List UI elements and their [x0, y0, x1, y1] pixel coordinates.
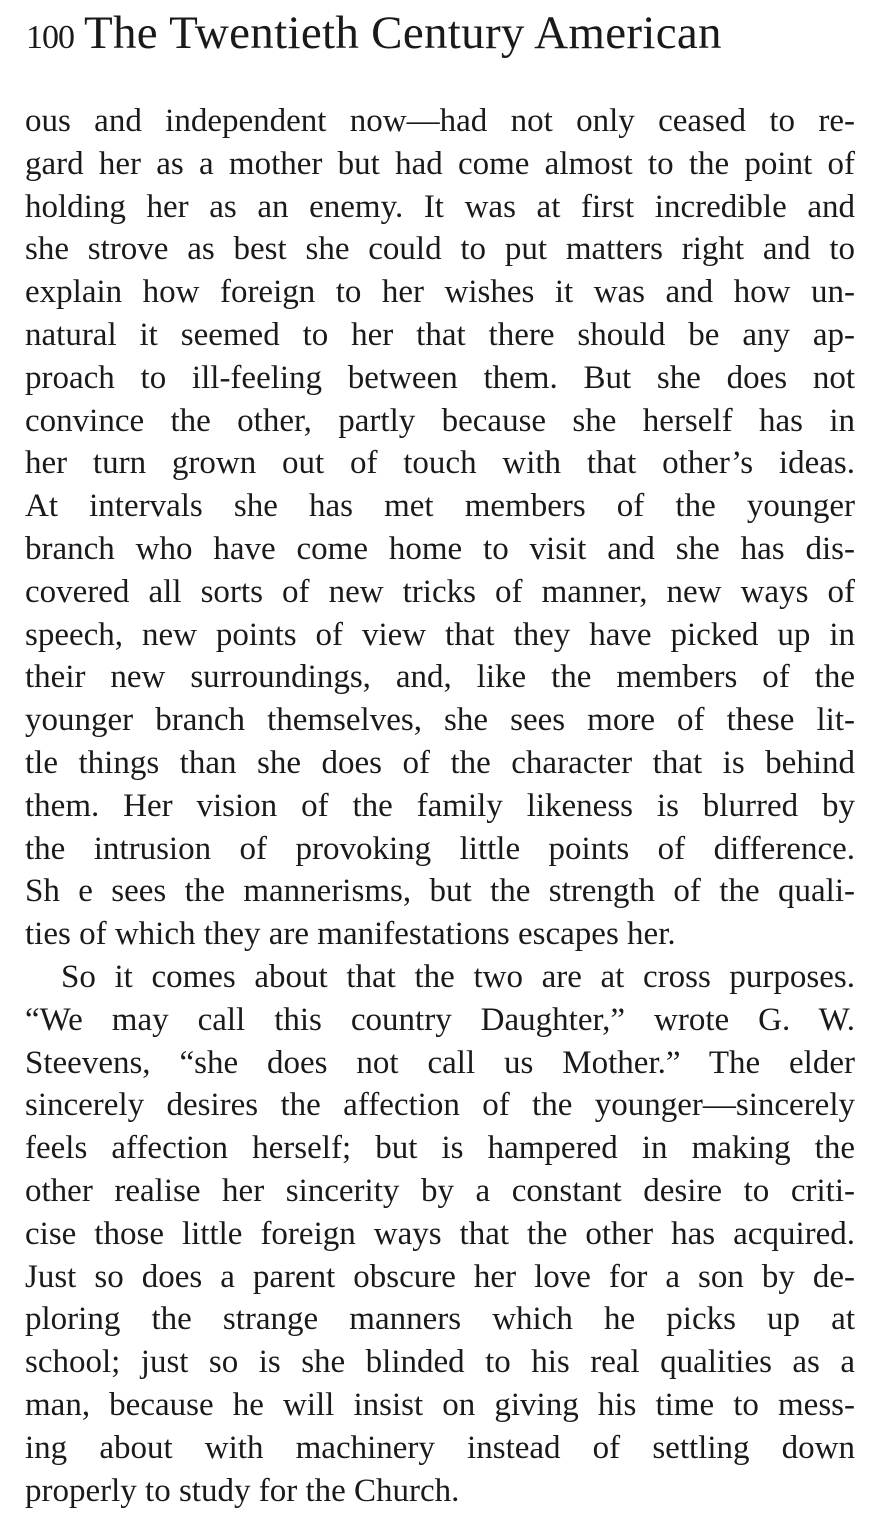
- text-line: younger branch themselves, she sees more of these lit-: [25, 702, 855, 739]
- text-line: explain how foreign to her wishes it was and how un-: [25, 274, 855, 311]
- text-line: speech, new points of view that they have picked up in: [25, 616, 855, 653]
- text-line: ing about with machinery instead of settling down: [25, 1429, 855, 1466]
- text-line: their new surroundings, and, like the members of the: [25, 659, 855, 696]
- text-line: gard her as a mother but had come almost to the point of: [25, 145, 855, 182]
- text-line: them. Her vision of the family likeness is blurred by: [25, 787, 855, 824]
- text-line: sincerely desires the affection of the younger—sincerely: [25, 1087, 855, 1124]
- text-line: proach to ill-feeling between them. But she does not: [25, 359, 855, 396]
- text-line: man, because he will insist on giving his time to mess-: [25, 1386, 855, 1423]
- text-line: convince the other, partly because she herself has in: [25, 402, 855, 439]
- text-line: branch who have come home to visit and she has dis-: [25, 530, 855, 567]
- text-line: So it comes about that the two are at cross purposes.: [61, 958, 855, 995]
- text-line: tle things than she does of the character that is behind: [25, 744, 855, 781]
- text-line: Sh e sees the mannerisms, but the strength of the quali-: [25, 873, 855, 910]
- running-head: [26, 6, 866, 62]
- text-line: ous and independent now—had not only ceased to re-: [25, 103, 855, 139]
- paragraph-2: [25, 956, 855, 1512]
- text-line: covered all sorts of new tricks of manner, new ways of: [25, 573, 855, 610]
- running-title: The Twentieth Century American: [84, 7, 722, 59]
- text-line: holding her as an enemy. It was at first incredible and: [25, 188, 855, 225]
- text-line: other realise her sincerity by a constant desire to criti-: [25, 1172, 855, 1209]
- text-line: Just so does a parent obscure her love for a son by de-: [25, 1258, 855, 1295]
- text-line: natural it seemed to her that there should be any ap-: [25, 316, 855, 353]
- text-line: ploring the strange manners which he picks up at: [25, 1301, 855, 1338]
- text-line: feels affection herself; but is hampered in making the: [25, 1130, 855, 1167]
- text-line: the intrusion of provoking little points of difference.: [25, 830, 855, 867]
- text-line: cise those little foreign ways that the other has acquired.: [25, 1215, 855, 1252]
- text-line: properly to study for the Church.: [25, 1472, 460, 1509]
- text-line: ties of which they are manifestations escapes her.: [25, 916, 676, 953]
- body-text: [25, 100, 855, 1512]
- text-line: At intervals she has met members of the younger: [25, 488, 855, 525]
- paragraph-1: [25, 100, 855, 956]
- text-line: Steevens, “she does not call us Mother.” The elder: [25, 1044, 855, 1081]
- page-number: 100: [26, 19, 74, 56]
- text-line: her turn grown out of touch with that other’s ideas.: [25, 445, 855, 482]
- text-line: “We may call this country Daughter,” wrote G. W.: [25, 1001, 855, 1038]
- text-line: school; just so is she blinded to his real qualities as a: [25, 1344, 855, 1381]
- text-line: she strove as best she could to put matters right and to: [25, 231, 855, 268]
